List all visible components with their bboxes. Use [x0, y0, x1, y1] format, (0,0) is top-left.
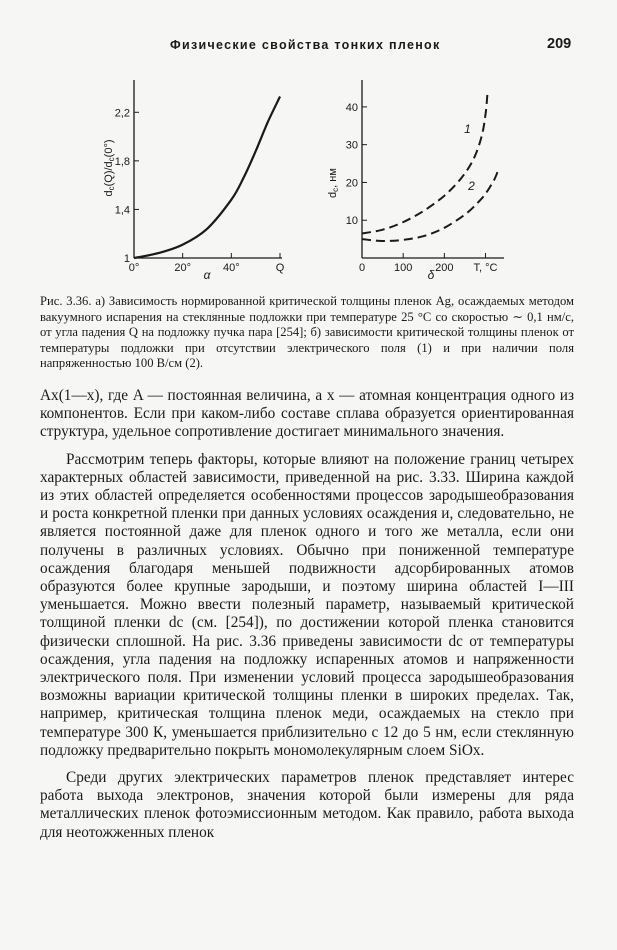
chart-a-series-line [134, 97, 280, 259]
chart-b-ytick-label: 40 [345, 101, 358, 114]
chart-b-ylabel: dc, нм [327, 168, 340, 198]
page-number: 209 [547, 36, 572, 52]
paragraph: Ax(1—x), где A — постоянная величина, а x — атомная концентрация одного из компонентов. Если при каком-либо составе сплава образуется ориентированная структура, удельное сопротивление достигает минимального значения. [40, 387, 574, 441]
chart-a-xtick-label: 0° [128, 262, 140, 274]
chart-a-ytick-label: 1 [123, 253, 130, 265]
figure-3-36 [0, 0, 617, 300]
chart-a-xtick-label: 40° [223, 262, 240, 274]
chart-b [327, 80, 504, 282]
chart-a-ytick-label: 1,4 [114, 204, 130, 217]
chart-b-ytick-label: 30 [345, 139, 358, 152]
chart-a-xlabel: α [203, 268, 211, 282]
body-text [40, 387, 574, 842]
chart-a-ylabel: dc(Q)/dc(0°) [103, 139, 116, 197]
running-title: Физические свойства тонких пленок [170, 38, 441, 52]
chart-b-xlabel: δ [427, 268, 435, 282]
chart-b-series-label: 2 [468, 178, 475, 193]
chart-a-ytick-label: 1,8 [114, 155, 130, 168]
chart-b-xtick-label: 100 [393, 262, 413, 274]
chart-a-xtick-label: Q [275, 262, 285, 274]
chart-b-series-label: 1 [464, 122, 471, 137]
figure-caption: Рис. 3.36. а) Зависимость нормированной критической толщины пленок Ag, осаждаемых методом вакуумного испарения на стеклянные подложки при температуре 25 °C со скоростью ∼ 0,1 нм/с, от угла падения Q на подложку пучка пара [254]; б) зависимости критической толщины пленок от температуры подложки при отсутствии электрического поля (1) и при наличии поля напряженностью 100 В/см (2). [40, 294, 574, 371]
chart-b-xtick-label: 200 [435, 262, 454, 274]
chart-b-xtick-label: T, °C [473, 262, 498, 274]
chart-a [103, 80, 285, 282]
chart-a-xtick-label: 20° [174, 262, 191, 274]
chart-b-ytick-label: 20 [345, 177, 358, 190]
chart-b-xtick-label: 0 [358, 262, 366, 274]
chart-a-ytick-label: 2,2 [114, 107, 130, 120]
paragraph: Среди других электрических параметров пленок представляет интерес работа выхода электронов, значения которой были измерены для ряда металлических пленок фотоэмиссионным методом. Как правило, работа выхода для неотожженных пленок [40, 769, 574, 841]
paragraph: Рассмотрим теперь факторы, которые влияют на положение границ четырех характерных областей зависимости, приведенной на рис. 3.33. Ширина каждой из этих областей определяется особенностями процессов зародышеобразования и роста конкретной пленки при данных условиях осаждения и, следовательно, не является постоянной даже для пленок одного и того же металла, если они получены в различных условиях. Обычно при пониженной температуре осаждения благодаря меньшей подвижности адсорбированных атомов образуются более крупные зародыши, и поэтому ширина областей I—III уменьшается. Можно ввести полезный параметр, называемый критической толщиной пленки dc (см. [254]), по достижении которой пленка становится физически сплошной. На рис. 3.36 приведены зависимости dc от температуры осаждения, угла падения на подложку испаренных атомов и напряженности электрического поля. При изменении условий процесса зародышеобразования возможны вариации критической толщины пленки в широких пределах. Так, например, критическая толщина пленок меди, осаждаемых на стекло при температуре 300 К, уменьшается приблизительно с 12 до 5 нм, если стеклянную подложку предварительно покрыть мономолекулярным слоем SiOx. [40, 450, 574, 759]
chart-b-ytick-label: 10 [345, 215, 358, 228]
